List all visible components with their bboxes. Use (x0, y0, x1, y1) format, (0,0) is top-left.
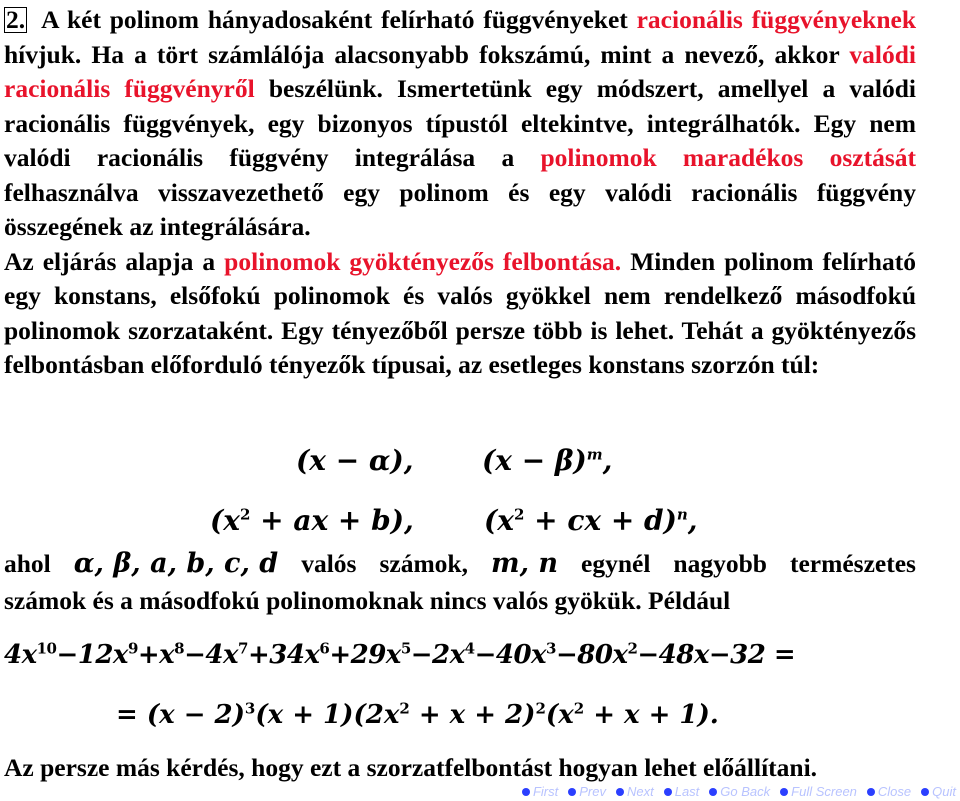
navigation-bar (522, 784, 956, 799)
nav-close-button[interactable]: Close (867, 784, 911, 799)
poly-term: −80x (555, 640, 628, 670)
example-factorization (116, 700, 719, 730)
bullet-icon (522, 788, 530, 796)
ahol-line: ahol α, β, a, b, c, d valós számok, m, n egynél nagyobb természetes (4, 548, 916, 579)
bullet-icon (921, 788, 929, 796)
poly-term: −40x (474, 640, 547, 670)
factor-linear-power: $(x - \beta)^m$, (482, 444, 613, 477)
bullet-icon (780, 788, 788, 796)
exponent-list: m, n (491, 548, 558, 579)
bullet-icon (616, 788, 624, 796)
poly-term: −48x−32 = (637, 640, 796, 670)
factor-quadratic: ($x^2$ + ax + b), (210, 504, 414, 537)
bullet-icon (867, 788, 875, 796)
poly-term: (x (545, 700, 574, 730)
term-root-factorization: polinomok gyöktényezős felbontása. (224, 246, 622, 276)
poly-term: +x (137, 640, 175, 670)
poly-exponent: 2 (627, 639, 638, 658)
nav-prev-button[interactable]: Prev (568, 784, 606, 799)
paragraph-intro: 2. A két polinom hányadosaként felírható függvényeket racionális függvényeknek hívjuk. Ha a tört számlálója alacsonyabb fokszámú, mint a nevező, akkor valódi racionális függvényről beszélünk. Ismertetünk egy módszert, amellyel a valódi racionális függvények, egy bizonyos típustól eltekintve, integrálhatók. Egy nem valódi racionális függvény integrálása a polinomok maradékos osztását felhasználva visszavezethető egy polinom és egy valódi racionális függvény összegének az integrálására. (4, 5, 917, 241)
nav-quit-button[interactable]: Quit (921, 784, 956, 799)
bullet-icon (664, 788, 672, 796)
poly-exponent: 3 (244, 699, 256, 718)
poly-term: −12x (56, 640, 128, 670)
closing-sentence: Az persze más kérdés, hogy ezt a szorzatfelbontást hogyan lehet előállítani. (4, 753, 818, 782)
poly-term: +34x (247, 640, 320, 670)
nav-last-button[interactable]: Last (664, 784, 700, 799)
poly-term: + x + 2) (409, 700, 536, 730)
factor-linear: (x − α), (296, 444, 414, 477)
poly-term: 4x (4, 640, 37, 670)
poly-exponent: 4 (464, 639, 475, 658)
poly-exponent: 2 (535, 699, 546, 718)
example-polynomial (4, 640, 795, 670)
poly-term: = (x − 2) (116, 700, 245, 730)
poly-term: + x + 1). (584, 700, 719, 730)
poly-term: +29x (329, 640, 401, 670)
poly-exponent: 9 (127, 639, 138, 658)
nav-next-button[interactable]: Next (616, 784, 654, 799)
term-polynomial-division: polinomok maradékos osztását (540, 143, 916, 172)
poly-exponent: 3 (546, 639, 556, 658)
poly-exponent: 2 (399, 699, 410, 718)
nav-go-back-button[interactable]: Go Back (709, 784, 770, 799)
poly-exponent: 5 (400, 639, 411, 658)
bullet-icon (709, 788, 717, 796)
poly-exponent: 10 (36, 639, 57, 658)
section-number: 2. (6, 5, 26, 34)
poly-exponent: 2 (573, 699, 585, 718)
poly-term: −2x (410, 640, 465, 670)
paragraph-factorization: Az eljárás alapja a polinomok gyöktényezős felbontása. Minden polinom felírható egy konstans, elsőfokú polinomok és valós gyökkel nem rendelkező másodfokú polinomok szorzataként. Egy tényezőből persze több is lehet. Tehát a gyöktényezős felbontásban előforduló tényezők típusai, az esetleges konstans szorzón túl: (4, 246, 916, 379)
term-proper-rational: valódi racionális függvényről (4, 39, 916, 103)
term-rational-functions: racionális függvényeknek (636, 5, 917, 34)
poly-exponent: 8 (174, 639, 185, 658)
ahol-continuation: számok és a másodfokú polinomoknak nincs valós gyökük. Például (4, 586, 731, 615)
poly-term: (x + 1)(2x (255, 700, 400, 730)
slide-content (4, 0, 916, 383)
bullet-icon (568, 788, 576, 796)
poly-term: −4x (184, 640, 238, 670)
nav-full-screen-button[interactable]: Full Screen (780, 784, 857, 799)
poly-exponent: 7 (238, 639, 248, 658)
factor-quadratic-power: ($x^2$ + cx + d)$^n$, (484, 504, 698, 537)
parameter-list: α, β, a, b, c, d (73, 548, 279, 579)
nav-first-button[interactable]: First (522, 784, 558, 799)
poly-exponent: 6 (319, 639, 330, 658)
